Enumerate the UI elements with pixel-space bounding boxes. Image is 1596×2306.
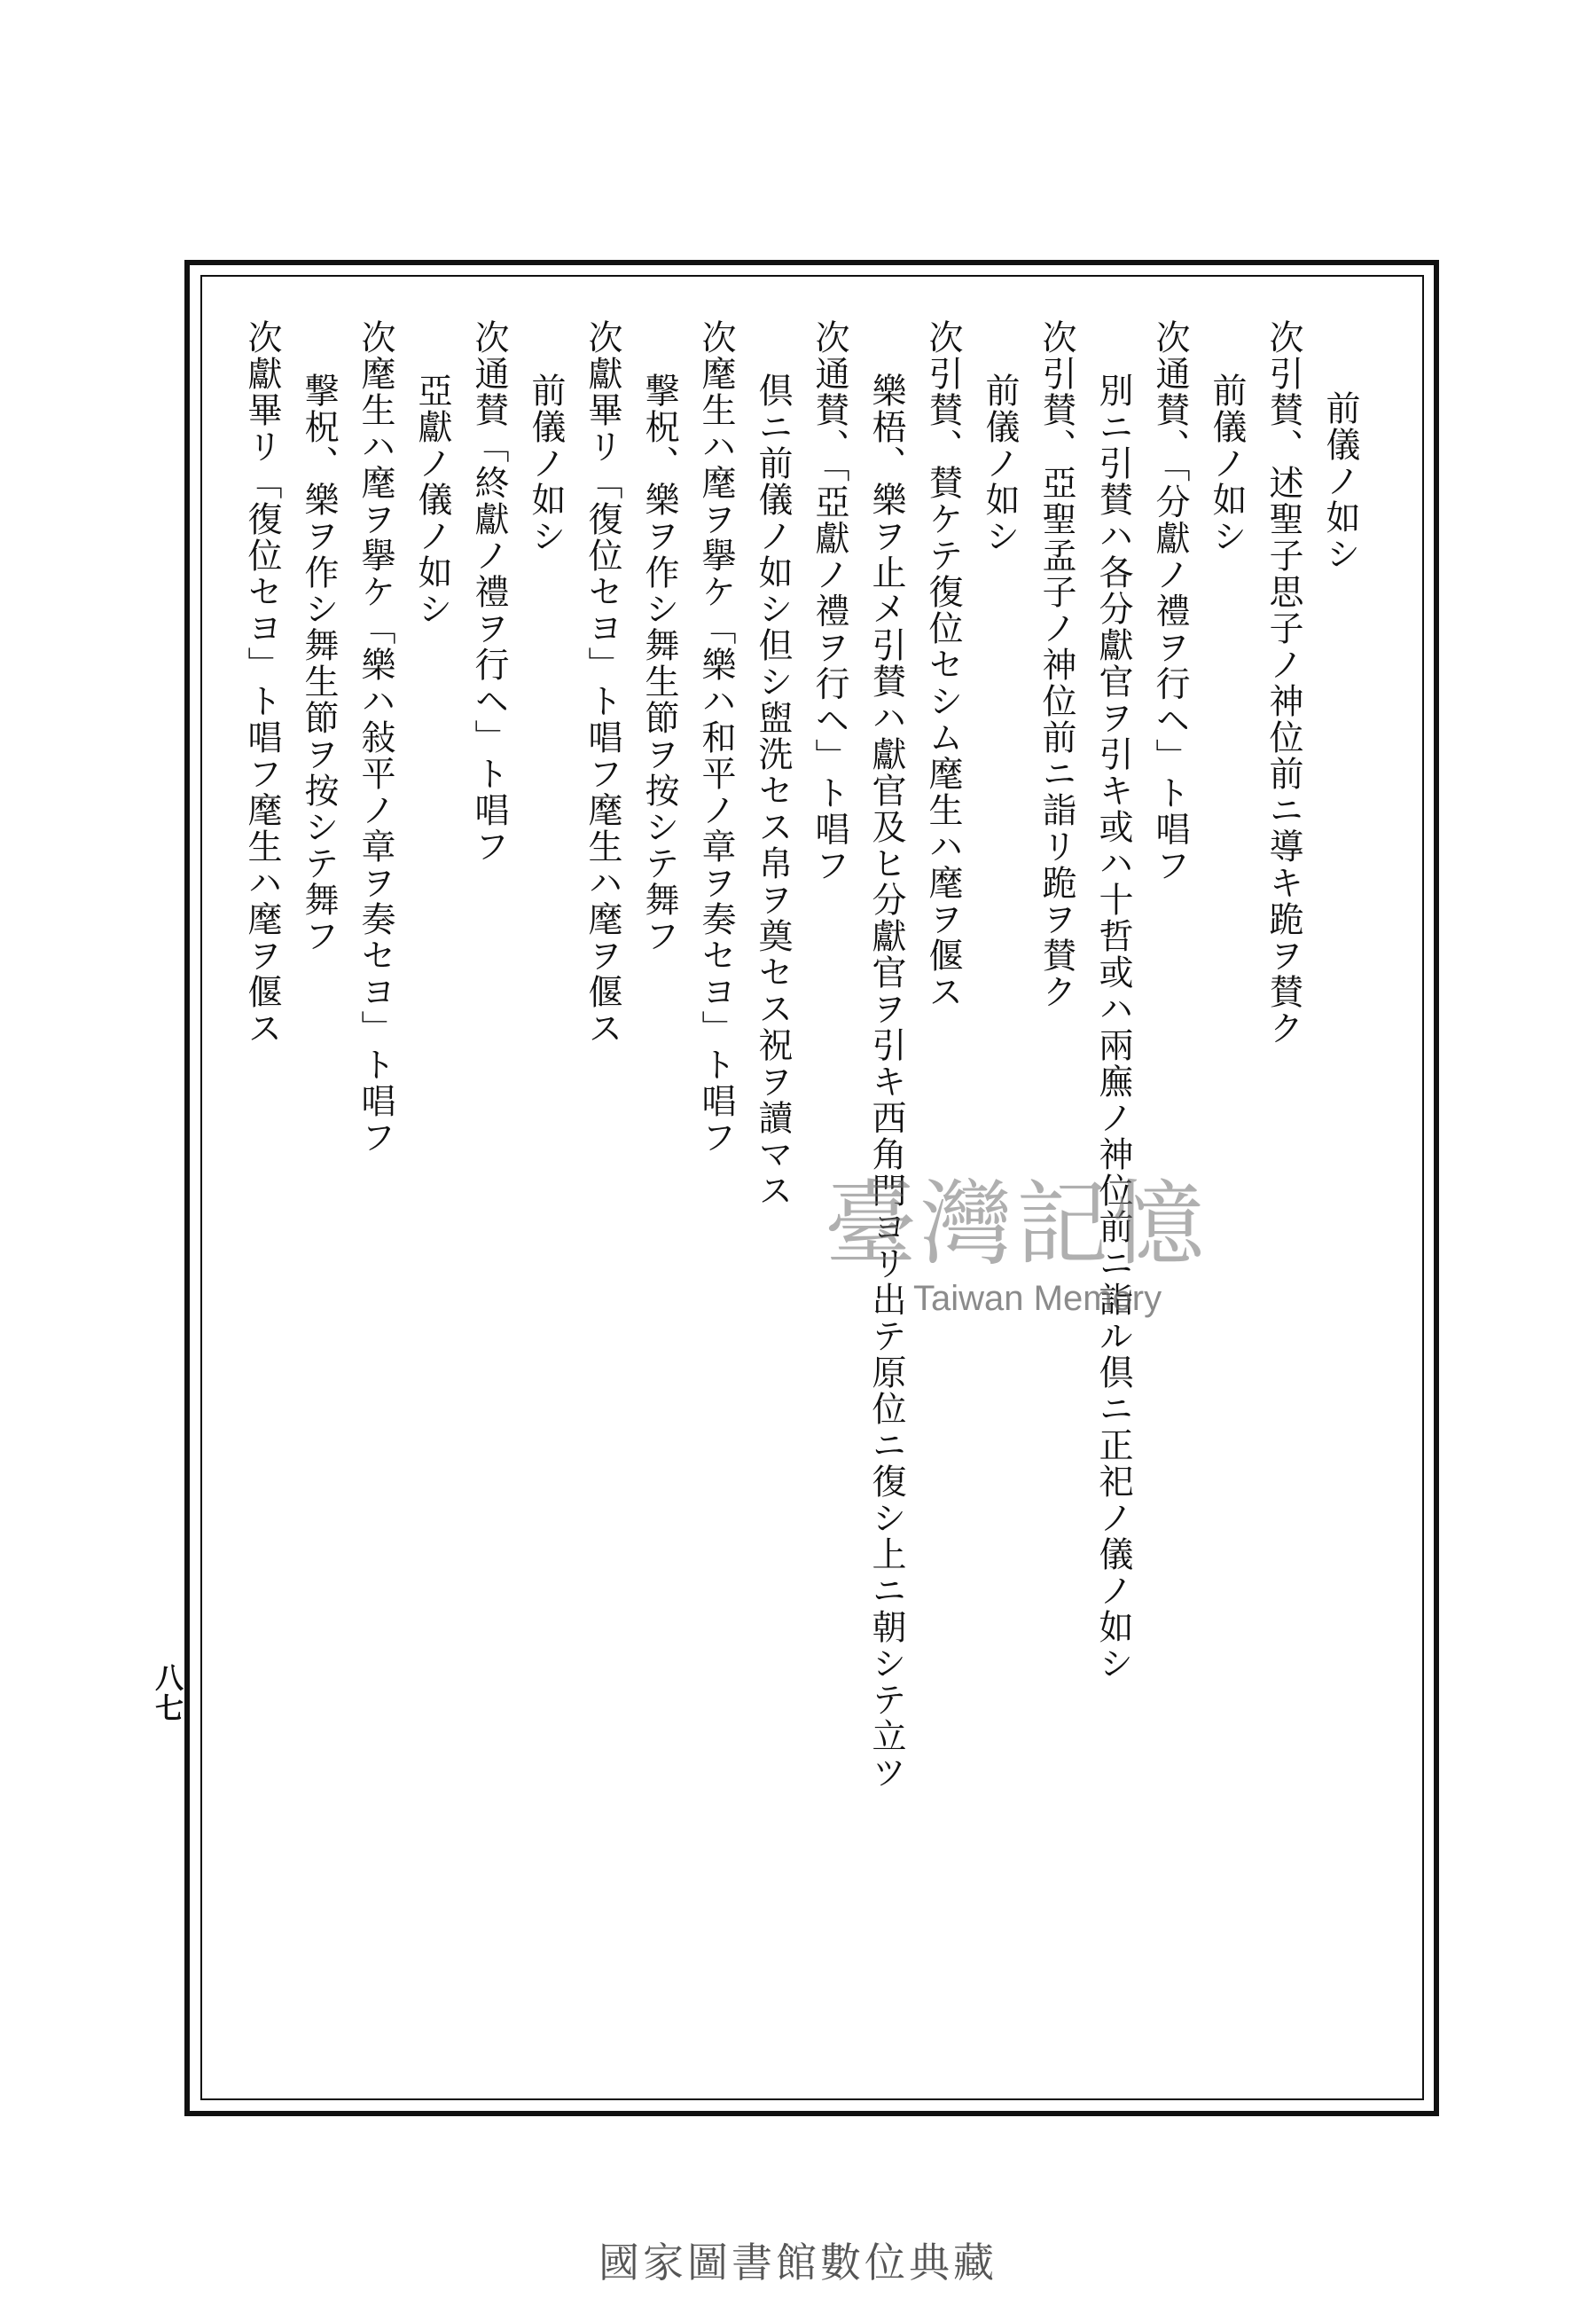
text-column: 次通賛「終獻ノ禮ヲ行ヘ」ト唱フ (469, 319, 509, 865)
vertical-text-body (232, 319, 1367, 1916)
watermark-logo (825, 1171, 1286, 1339)
text-column: 樂梧、樂ヲ止メ引賛ハ獻官及ヒ分獻官ヲ引キ西角門ヨリ出テ原位ニ復シ上ニ朝シテ立ツ (866, 373, 906, 1791)
text-column: 次通賛、「亞獻ノ禮ヲ行ヘ」ト唱フ (810, 319, 849, 884)
watermark-title: 臺灣記憶 (825, 1170, 1209, 1278)
text-column: 前儀ノ如シ (1207, 373, 1247, 554)
footer-credit: 國家圖書館數位典藏 (598, 2239, 998, 2286)
text-column: 次獻畢リ「復位セヨ」ト唱フ麾生ハ麾ヲ偃ス (583, 319, 622, 1047)
text-column: 前儀ノ如シ (1320, 390, 1360, 572)
text-column: 撃柷、樂ヲ作シ舞生節ヲ按シテ舞フ (299, 373, 339, 954)
watermark-subtitle: Taiwan Memory (913, 1279, 1162, 1318)
text-column: 別ニ引賛ハ各分獻官ヲ引キ或ハ十哲或ハ兩廡ノ神位前ニ詣ル倶ニ正祀ノ儀ノ如シ (1093, 373, 1133, 1682)
text-column: 前儀ノ如シ (526, 373, 566, 554)
text-column: 次引賛、亞聖孟子ノ神位前ニ詣リ跪ヲ賛ク (1037, 319, 1076, 1010)
text-column: 次引賛、述聖子思子ノ神位前ニ導キ跪ヲ賛ク (1264, 319, 1303, 1047)
text-column: 亞獻ノ儀ノ如シ (412, 373, 452, 627)
text-column: 倶ニ前儀ノ如シ但シ盥洗セス帛ヲ奠セス祝ヲ讀マス (753, 373, 793, 1209)
text-column: 次麾生ハ麾ヲ擧ケ「樂ハ和平ノ章ヲ奏セヨ」ト唱フ (696, 319, 736, 1156)
text-column: 撃柷、樂ヲ作シ舞生節ヲ按シテ舞フ (639, 373, 679, 954)
text-column: 次麾生ハ麾ヲ擧ケ「樂ハ敍平ノ章ヲ奏セヨ」ト唱フ (356, 319, 395, 1156)
text-column: 次引賛、賛ケテ復位セシム麾生ハ麾ヲ偃ス (923, 319, 963, 1010)
text-column: 前儀ノ如シ (980, 373, 1020, 554)
text-column: 次獻畢リ「復位セヨ」ト唱フ麾生ハ麾ヲ偃ス (242, 319, 282, 1047)
page-number: 八七 (151, 1663, 184, 1723)
text-column: 次通賛、「分獻ノ禮ヲ行ヘ」ト唱フ (1150, 319, 1190, 884)
